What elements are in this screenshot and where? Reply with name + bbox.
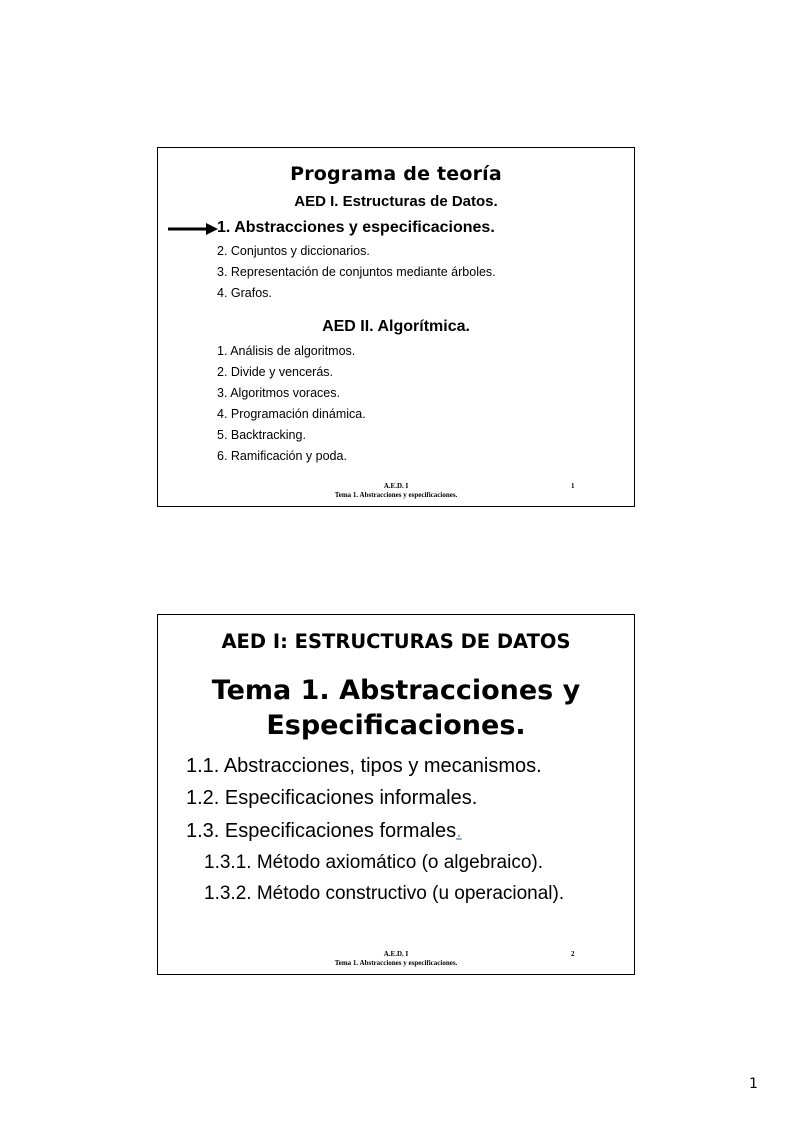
outline-item-1-1: 1.1. Abstracciones, tipos y mecanismos. [186, 755, 542, 777]
list-item: 3. Algoritmos voraces. [217, 386, 340, 400]
list-item: 2. Divide y vencerás. [217, 365, 334, 379]
list-item: 4. Grafos. [217, 286, 272, 300]
section-aed1-heading: AED I. Estructuras de Datos. [294, 193, 498, 210]
footer-course: A.E.D. I [383, 950, 409, 958]
slide-number: 1 [571, 482, 575, 490]
slide-2-header: AED I: ESTRUCTURAS DE DATOS [221, 630, 571, 653]
outline-item-1-3-link-dot[interactable]: . [456, 820, 462, 842]
list-item: 2. Conjuntos y diccionarios. [217, 244, 370, 258]
slide-2-title [158, 673, 634, 743]
slide-2 [157, 614, 635, 975]
footer-topic: Tema 1. Abstracciones y especificaciones. [334, 959, 458, 967]
footer-course: A.E.D. I [383, 482, 409, 490]
aed1-topic-list [217, 241, 496, 304]
current-topic: 1. Abstracciones y especificaciones. [217, 219, 495, 236]
slide-number: 2 [571, 950, 575, 958]
slide-1 [157, 147, 635, 507]
page-number: 1 [749, 1076, 758, 1092]
outline-item-1-3 [186, 820, 462, 843]
outline-item-1-3-1: 1.3.1. Método axiomático (o algebraico). [204, 852, 544, 873]
title-line-2: Especificaciones. [266, 710, 526, 741]
list-item: 6. Ramificación y poda. [217, 449, 347, 463]
list-item: 4. Programación dinámica. [217, 407, 366, 421]
outline-item-1-3-2: 1.3.2. Método constructivo (u operacional). [204, 883, 565, 904]
list-item: 3. Representación de conjuntos mediante árboles. [217, 265, 496, 279]
outline-item-1-3-text: 1.3. Especificaciones formales [186, 820, 457, 842]
arrow-right-icon [168, 223, 218, 235]
list-item: 1. Análisis de algoritmos. [217, 344, 356, 358]
aed2-topic-list [217, 341, 366, 467]
outline-item-1-2: 1.2. Especificaciones informales. [186, 787, 478, 809]
footer-topic: Tema 1. Abstracciones y especificaciones. [334, 491, 458, 499]
slide-1-title: Programa de teoría [290, 163, 502, 185]
list-item: 5. Backtracking. [217, 428, 306, 442]
title-line-1: Tema 1. Abstracciones y [211, 675, 581, 706]
section-aed2-heading: AED II. Algorítmica. [322, 318, 470, 335]
